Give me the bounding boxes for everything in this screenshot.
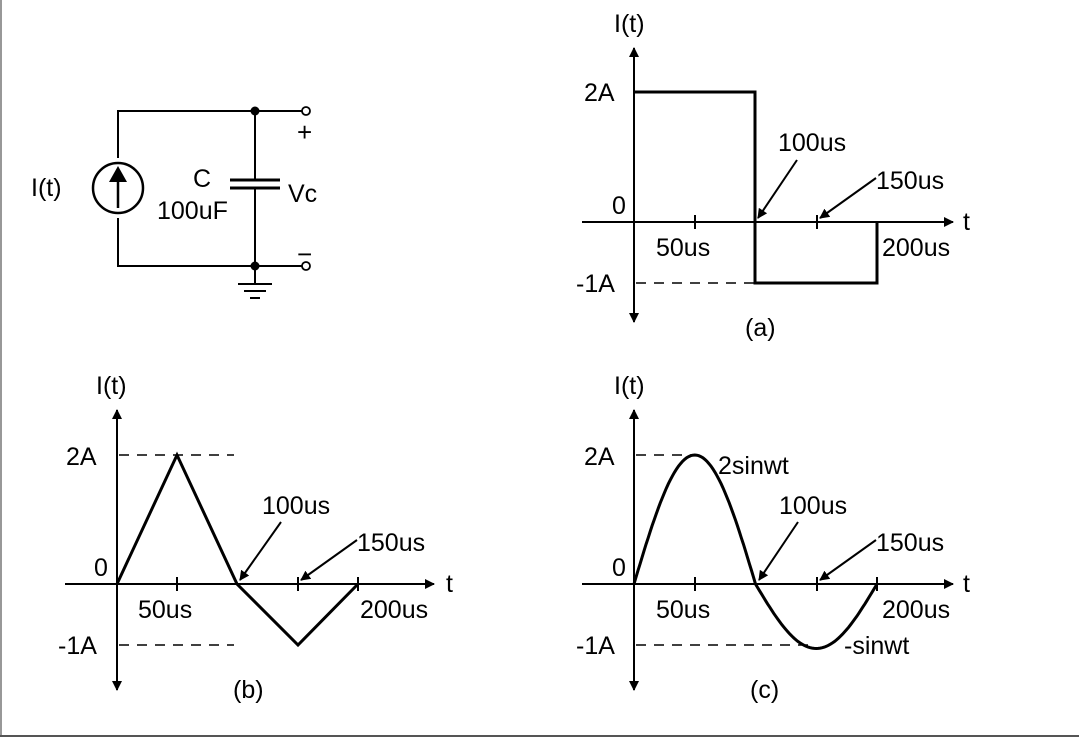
ground-icon [238,284,272,298]
curve-label-minus-sinwt: -sinwt [844,632,910,660]
arrow-150us [820,540,876,580]
panel-b [58,372,453,704]
y-tick-minus1A: -1A [576,270,615,298]
x-axis-label: t [963,570,970,598]
label-150us: 150us [876,529,945,557]
arrow-100us [758,160,797,218]
panel-caption: (c) [750,676,780,704]
y-tick-minus1A: -1A [576,632,615,660]
label-150us: 150us [876,167,945,195]
y-axis-label: I(t) [614,372,645,400]
x-axis-label: t [963,208,970,236]
y-tick-2A: 2A [66,443,97,471]
y-tick-0: 0 [94,554,108,582]
panel-caption: (a) [745,314,776,342]
x-tick-200us: 200us [882,596,951,624]
panel-caption: (b) [233,676,264,704]
y-tick-2A: 2A [584,79,615,107]
circuit-schematic [31,107,317,299]
label-150us: 150us [357,529,426,557]
y-tick-0: 0 [612,554,626,582]
arrow-150us [301,540,357,580]
x-tick-50us: 50us [656,234,711,262]
curve-label-2sinwt: 2sinwt [718,452,789,480]
capacitor-name: C [193,165,212,193]
x-tick-50us: 50us [138,596,193,624]
panel-a [576,10,970,342]
y-tick-2A: 2A [584,443,615,471]
voltage-label: Vc [288,180,318,208]
x-axis-label: t [446,570,453,598]
arrow-100us [240,522,281,580]
source-label: I(t) [31,174,62,202]
top-junction-dot [251,107,260,116]
y-axis-label: I(t) [96,372,127,400]
plus-sign: + [297,117,313,147]
minus-sign: − [297,239,313,269]
arrow-150us [820,178,876,218]
label-100us: 100us [779,492,848,520]
circuit-top-wire [118,111,303,158]
label-100us: 100us [262,492,331,520]
capacitor-value: 100uF [157,197,228,225]
arrow-100us [759,522,798,580]
circuit-bottom-wire [118,218,303,266]
y-tick-0: 0 [612,192,626,220]
x-tick-50us: 50us [656,596,711,624]
y-axis-label: I(t) [614,10,645,38]
x-tick-200us: 200us [882,234,951,262]
panel-c [576,372,970,704]
x-tick-200us: 200us [360,596,429,624]
label-100us: 100us [778,129,847,157]
y-tick-minus1A: -1A [58,632,97,660]
plus-terminal [302,107,310,115]
